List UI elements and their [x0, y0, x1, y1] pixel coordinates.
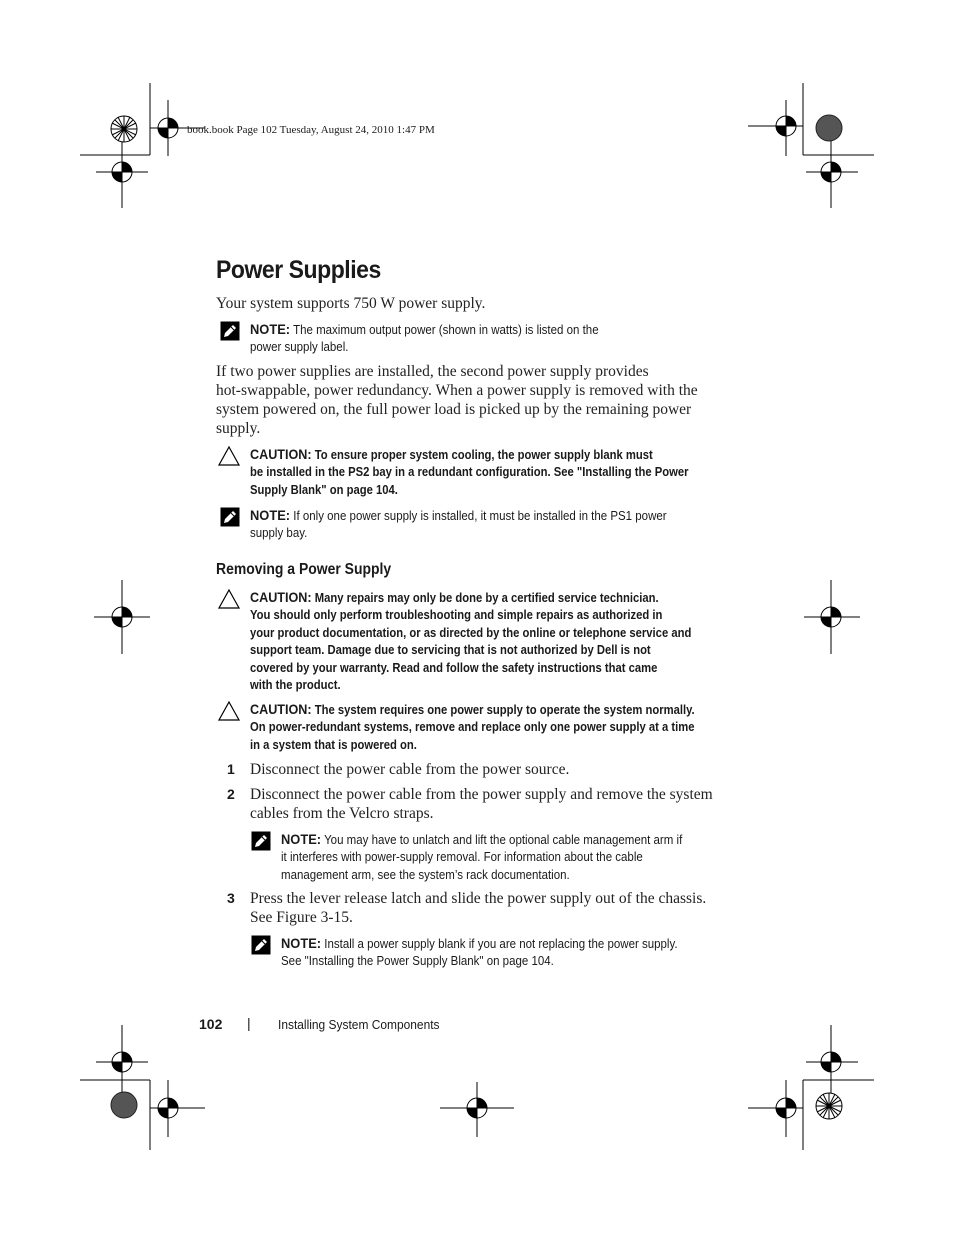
step-line: cables from the Velcro straps.	[250, 805, 434, 822]
note-text: See "Installing the Power Supply Blank" on page 104.	[281, 954, 554, 969]
caution-label: CAUTION:	[250, 701, 312, 717]
pencil-note-icon	[251, 935, 271, 955]
note-text: power supply label.	[250, 340, 349, 355]
print-header: book.book Page 102 Tuesday, August 24, 2010 1:47 PM	[187, 124, 435, 136]
step-line: Press the lever release latch and slide the power supply out of the chassis.	[250, 890, 707, 907]
step-line: Disconnect the power cable from the power source.	[250, 761, 570, 778]
step-line: Disconnect the power cable from the power supply and remove the system	[250, 786, 713, 803]
caution-text: Many repairs may only be done by a certified service technician.	[314, 591, 659, 605]
caution-text: You should only perform troubleshooting and simple repairs as authorized in	[250, 608, 663, 623]
page-number: 102	[199, 1016, 223, 1032]
caution-1	[250, 446, 689, 499]
step-number: 2	[227, 786, 235, 802]
caution-text: with the product.	[250, 678, 341, 693]
step-2-text	[250, 785, 713, 823]
paragraph-line: system powered on, the full power load is picked up by the remaining power	[216, 401, 692, 418]
paragraph-line: If two power supplies are installed, the second power supply provides	[216, 363, 649, 380]
footer-separator: |	[247, 1015, 251, 1031]
note-label: NOTE:	[250, 321, 291, 337]
page-title: Power Supplies	[216, 256, 381, 284]
caution-text: Supply Blank" on page 104.	[250, 482, 398, 497]
step-line: See Figure 3-15.	[250, 909, 353, 926]
pencil-note-icon	[220, 507, 240, 527]
note-label: NOTE:	[281, 935, 322, 951]
caution-text: your product documentation, or as directed by the online or telephone service and	[250, 625, 692, 640]
step-1-text	[250, 760, 569, 779]
caution-text: be installed in the PS2 bay in a redundant configuration. See "Installing the Power	[250, 465, 689, 480]
note-4	[281, 935, 678, 971]
caution-text: The system requires one power supply to operate the system normally.	[314, 703, 695, 717]
caution-text: To ensure proper system cooling, the power supply blank must	[314, 448, 653, 462]
caution-label: CAUTION:	[250, 446, 312, 462]
caution-text: support team. Damage due to servicing that is not authorized by Dell is not	[250, 643, 651, 658]
intro-text: Your system supports 750 W power supply.	[216, 295, 486, 312]
note-2	[250, 507, 667, 543]
warning-triangle-icon	[218, 446, 240, 466]
step-number: 1	[227, 761, 235, 777]
warning-triangle-icon	[218, 589, 240, 609]
note-text: You may have to unlatch and lift the optional cable management arm if	[324, 833, 683, 847]
note-label: NOTE:	[281, 831, 322, 847]
pencil-note-icon	[220, 321, 240, 341]
step-number: 3	[227, 890, 235, 906]
note-text: Install a power supply blank if you are not replacing the power supply.	[324, 937, 678, 951]
note-text: it interferes with power-supply removal. For information about the cable	[281, 850, 643, 865]
warning-triangle-icon	[218, 701, 240, 721]
chapter-title: Installing System Components	[278, 1017, 440, 1032]
caution-text: On power-redundant systems, remove and replace only one power supply at a time	[250, 720, 695, 735]
note-text: If only one power supply is installed, it must be installed in the PS1 power	[293, 509, 667, 523]
paragraph-line: hot-swappable, power redundancy. When a power supply is removed with the	[216, 382, 698, 399]
note-text: management arm, see the system’s rack documentation.	[281, 867, 570, 882]
paragraph-redundancy	[216, 362, 698, 438]
note-1	[250, 321, 599, 357]
pencil-note-icon	[251, 831, 271, 851]
paragraph-line: supply.	[216, 420, 261, 437]
step-3-text	[250, 889, 706, 927]
note-text: supply bay.	[250, 526, 308, 541]
caution-2	[250, 589, 691, 694]
caution-label: CAUTION:	[250, 589, 312, 605]
section-title: Removing a Power Supply	[216, 561, 392, 578]
caution-text: covered by your warranty. Read and follow the safety instructions that came	[250, 660, 658, 675]
note-label: NOTE:	[250, 507, 291, 523]
caution-text: in a system that is powered on.	[250, 737, 417, 752]
note-text: The maximum output power (shown in watts) is listed on the	[293, 323, 599, 337]
note-3	[281, 831, 682, 884]
caution-3	[250, 701, 695, 754]
